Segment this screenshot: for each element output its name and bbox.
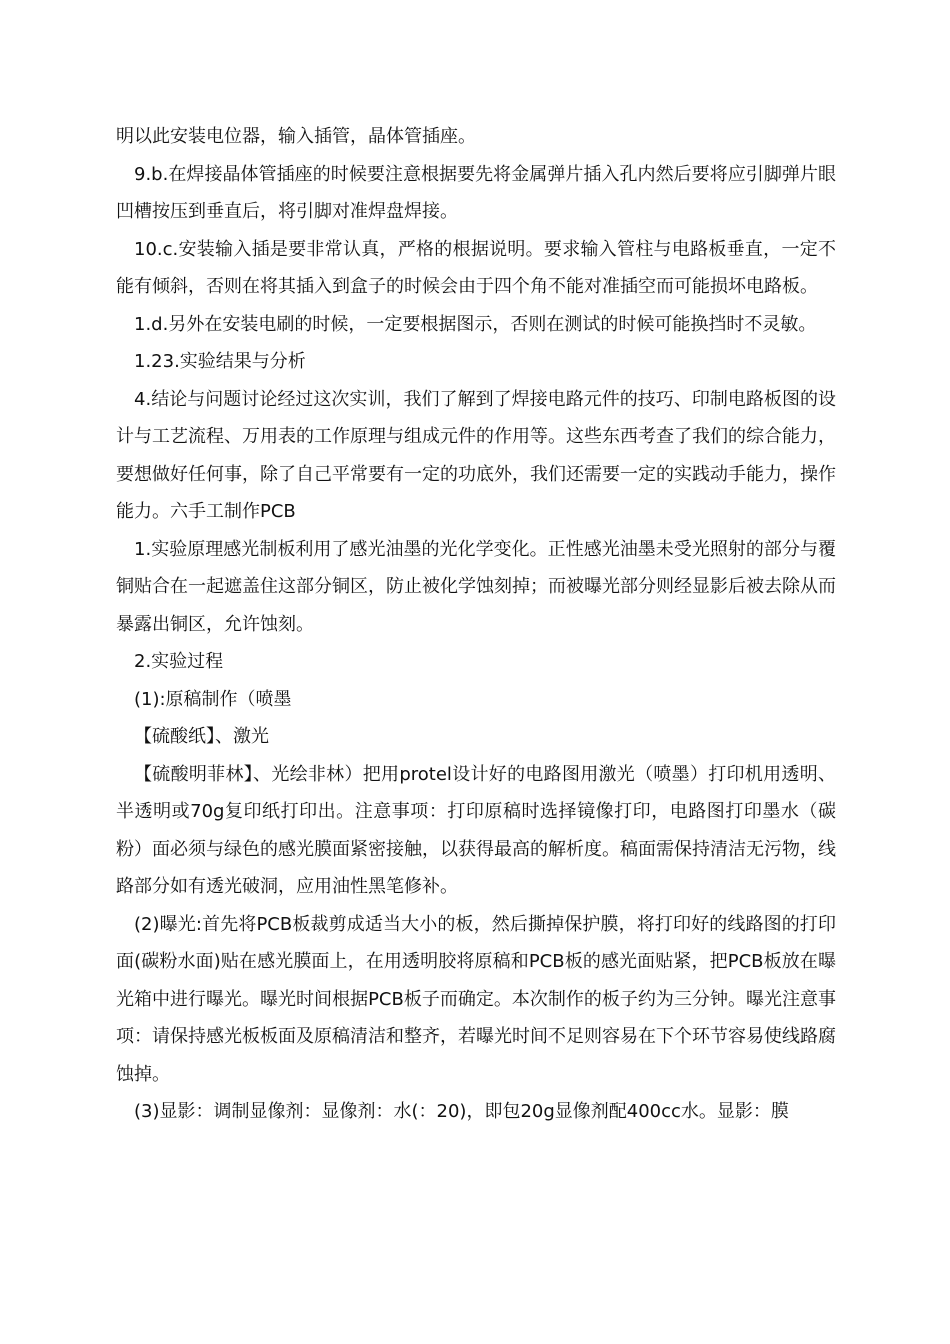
paragraph: 4.结论与问题讨论经过这次实训，我们了解到了焊接电路元件的技巧、印制电路板图的设计与工艺流程、万用表的工作原理与组成元件的作用等。这些东西考查了我们的综合能力，要想做好任何事，除了自己平常要有一定的功底外，我们还需要一定的实践动手能力，操作能力。六手工制作PCB	[116, 388, 836, 522]
paragraph: 明以此安装电位器，输入插管，晶体管插座。	[116, 126, 476, 147]
paragraph: 【硫酸纸】、激光	[134, 726, 269, 747]
section-heading: 2.实验过程	[134, 651, 224, 672]
paragraph: 【硫酸明菲林】、光绘非林）把用protel设计好的电路图用激光（喷墨）打印机用透明、半透明或70g复印纸打印出。注意事项：打印原稿时选择镜像打印，电路图打印墨水（碳粉）面必须与绿色的感光膜面紧密接触，以获得最高的解析度。稿面需保持清洁无污物，线路部分如有透光破洞，应用油性黑笔修补。	[116, 763, 836, 897]
paragraph: 10.c.安装输入插是要非常认真，严格的根据说明。要求输入管柱与电路板垂直，一定不能有倾斜，否则在将其插入到盒子的时候会由于四个角不能对准插空而可能损坏电路板。	[116, 238, 836, 297]
paragraph: 1.d.另外在安装电刷的时候，一定要根据图示，否则在测试的时候可能换挡时不灵敏。	[134, 313, 817, 335]
paragraph: 1.实验原理感光制板利用了感光油墨的光化学变化。正性感光油墨未受光照射的部分与覆铜贴合在一起遮盖住这部分铜区，防止被化学蚀刻掉；而被曝光部分则经显影后被去除从而暴露出铜区，允许蚀刻。	[116, 538, 836, 635]
section-heading: 1.23.实验结果与分析	[134, 351, 306, 372]
paragraph: (1):原稿制作（喷墨	[134, 688, 292, 710]
document-body	[116, 118, 836, 1131]
paragraph: 9.b.在焊接晶体管插座的时候要注意根据要先将金属弹片插入孔内然后要将应引脚弹片眼凹槽按压到垂直后，将引脚对准焊盘焊接。	[116, 163, 836, 222]
paragraph: (2)曝光:首先将PCB板裁剪成适当大小的板，然后撕掉保护膜，将打印好的线路图的打印面(碳粉水面)贴在感光膜面上，在用透明胶将原稿和PCB板的感光面贴紧，把PCB板放在曝光箱中进行曝光。曝光时间根据PCB板子而确定。本次制作的板子约为三分钟。曝光注意事项：请保持感光板板面及原稿清洁和整齐，若曝光时间不足则容易在下个环节容易使线路腐蚀掉。	[116, 913, 836, 1085]
paragraph: (3)显影：调制显像剂：显像剂：水(：20)，即包20g显像剂配400cc水。显影：膜	[134, 1101, 789, 1122]
